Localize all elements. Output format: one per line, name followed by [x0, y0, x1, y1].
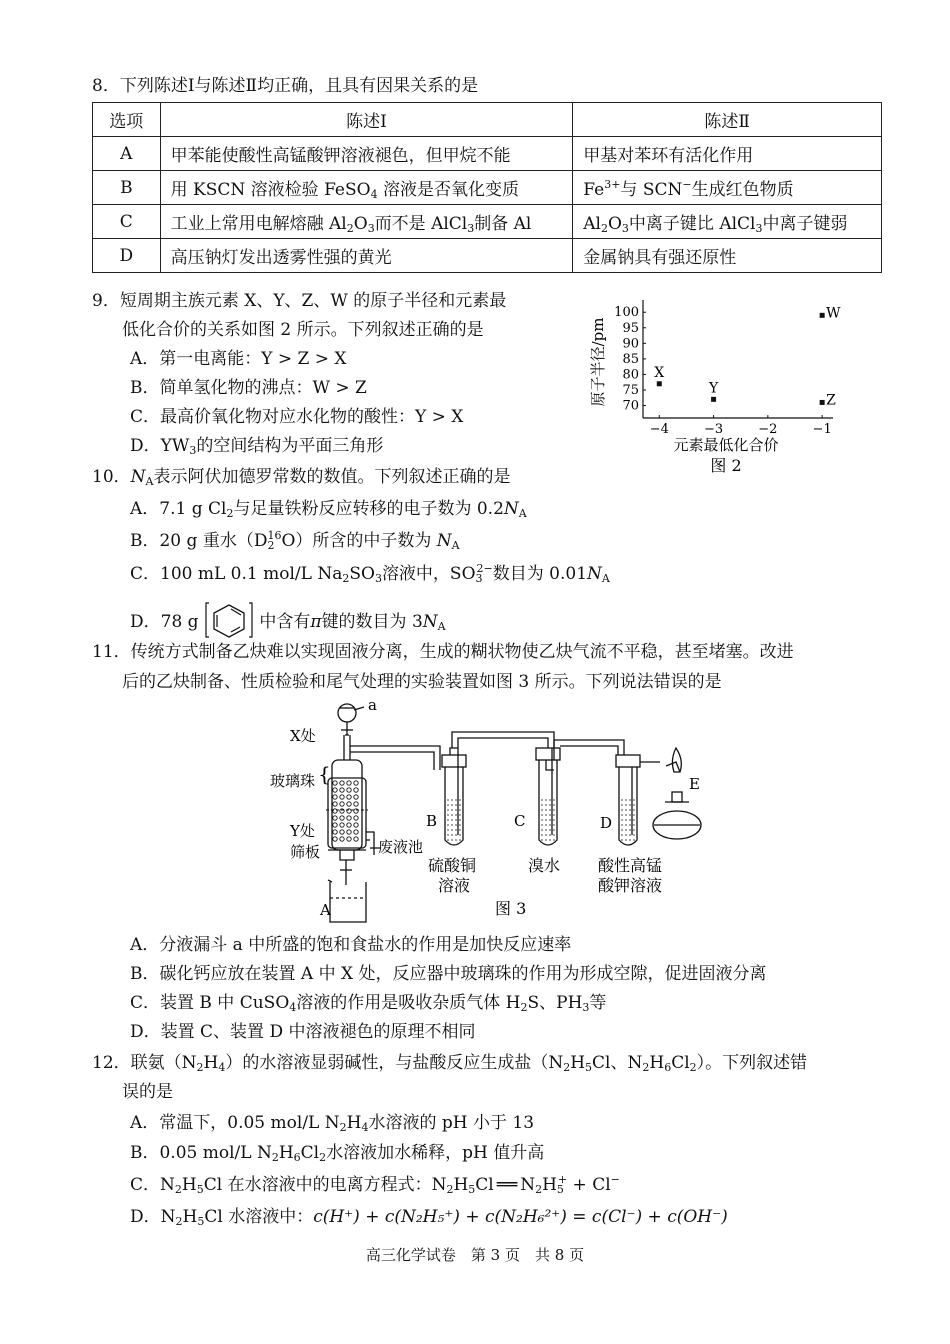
row-statement-2: 金属钠具有强还原性 [573, 239, 882, 273]
glass-bead [354, 788, 358, 792]
glass-bead [333, 781, 337, 785]
header-option: 选项 [93, 103, 161, 137]
glass-bead [354, 830, 358, 834]
q11-stem-line2: 后的乙炔制备、性质检验和尾气处理的实验装置如图 3 所示。下列说法错误的是 [122, 672, 722, 692]
label-waste-pool: 废液池 [378, 838, 424, 856]
glass-bead [347, 781, 351, 785]
y-tick-label: 75 [622, 383, 639, 398]
row-statement-2: $Fe^{3+}$与 SCN−生成红色物质 [573, 171, 882, 205]
glass-bead [340, 795, 344, 799]
glass-bead [333, 837, 337, 841]
point-w [820, 313, 825, 318]
glass-bead [333, 823, 337, 827]
table-row [93, 137, 882, 171]
glass-bead [340, 823, 344, 827]
chart-y-ticks [614, 305, 646, 413]
point-label-z: Z [826, 392, 836, 409]
q9-option-a: A．第一电离能：Y > Z > X [130, 349, 347, 369]
header-statement-2: 陈述Ⅱ [573, 103, 882, 137]
q12-stem-line1: 12．联氨$(N_2H_4)$的水溶液显弱碱性，与盐酸反应生成盐（$N_2H_5Cl$、$N_2H_6Cl_2$）。下列叙述错 [92, 1053, 808, 1074]
table-row [93, 205, 882, 239]
y-tick-label: 70 [622, 398, 639, 414]
y-tick-label: 85 [622, 351, 639, 367]
glass-bead [333, 795, 337, 799]
label-a: a [368, 700, 377, 714]
label-apparatus-a: A [320, 901, 331, 919]
x-tick-label: −1 [812, 422, 832, 437]
glass-bead [354, 802, 358, 806]
y-tick-label: 90 [622, 336, 639, 352]
glass-bead [347, 830, 351, 834]
label-kmno4-2: 酸钾溶液 [598, 876, 663, 895]
q12-option-a: A．常温下，0.05 mol/L $N_2H_4$水溶液的 pH 小于 13 [130, 1113, 535, 1134]
glass-bead [347, 823, 351, 827]
point-x [657, 381, 662, 386]
chart-caption: 图 2 [710, 456, 742, 475]
y-tick-label: 95 [622, 320, 639, 336]
chart-x-axis-label: 元素最低化合价 [673, 436, 779, 454]
x-tick-label: −2 [758, 422, 778, 437]
row-option: B [93, 171, 161, 205]
figure-3-caption: 图 3 [495, 899, 527, 918]
row-option: D [93, 239, 161, 273]
q10-option-b: B．20 g 重水$(D_2^{16}O)$所含的中子数为 $N_A$ [130, 529, 460, 552]
glass-bead [354, 809, 358, 813]
glass-bead [340, 837, 344, 841]
glass-bead [340, 781, 344, 785]
label-sieve-plate: 筛板 [290, 843, 321, 861]
point-label-y: Y [708, 380, 719, 397]
q11-option-d: D．装置 C、装置 D 中溶液褪色的原理不相同 [130, 1022, 476, 1042]
glass-bead [340, 809, 344, 813]
glass-bead [354, 816, 358, 820]
alcohol-lamp-icon [653, 748, 701, 839]
point-label-w: W [826, 305, 841, 322]
point-z [820, 400, 825, 405]
q9-stem-line1: 9．短周期主族元素 X、Y、Z、W 的原子半径和元素最 [92, 291, 507, 311]
glass-bead [354, 837, 358, 841]
q10-option-a: A．7.1 g $Cl_2$与足量铁粉反应转移的电子数为 $0.2N_A$ [130, 499, 527, 520]
q11-option-b: B．碳化钙应放在装置 A 中 X 处，反应器中玻璃珠的作用为形成空隙，促进固液分离 [130, 964, 767, 984]
q9-option-d: D．$YW_3$的空间结构为平面三角形 [130, 436, 384, 457]
glass-bead [347, 795, 351, 799]
label-copper-sulfate-1: 硫酸铜 [428, 856, 477, 875]
row-statement-1: 高压钠灯发出透雾性强的黄光 [160, 239, 573, 273]
glass-bead [340, 802, 344, 806]
point-label-x: X [654, 364, 665, 381]
label-copper-sulfate-2: 溶液 [438, 876, 471, 895]
chart-y-axis-label: 原子半径/pm [589, 317, 607, 407]
label-y-position: Y处 [290, 822, 315, 840]
glass-bead [354, 795, 358, 799]
q10-option-c: C．100 mL 0.1 mol/L $Na_2SO_3$溶液中，$SO_3^{2-}$数目为 $0.01N_A$ [130, 562, 610, 585]
label-tube-b: B [426, 812, 438, 830]
page-footer: 高三化学试卷 第 3 页 共 8 页 [365, 1246, 585, 1264]
q9-option-b: B．简单氢化物的沸点：W > Z [130, 378, 367, 398]
label-tube-d: D [600, 814, 613, 832]
q11-stem-line1: 11．传统方式制备乙炔难以实现固液分离，生成的糊状物使乙炔气流不平稳，甚至堵塞。改进 [92, 642, 794, 662]
row-option: A [93, 137, 161, 171]
q8-stem: 8．下列陈述Ⅰ与陈述Ⅱ均正确，且具有因果关系的是 [92, 76, 479, 96]
q10-option-d: D．78 g 中含有π键的数目为 $3N_A$ [130, 601, 446, 639]
label-tube-c: C [514, 812, 526, 830]
glass-bead [347, 788, 351, 792]
glass-bead [347, 809, 351, 813]
glass-bead [340, 816, 344, 820]
glass-bead [333, 802, 337, 806]
label-bromine-water: 溴水 [528, 856, 561, 875]
y-tick-label: 80 [622, 367, 639, 383]
glass-bead [354, 781, 358, 785]
row-statement-1: 甲苯能使酸性高锰酸钾溶液褪色，但甲烷不能 [160, 137, 573, 171]
row-option: C [93, 205, 161, 239]
glass-bead [340, 830, 344, 834]
benzene-ring-icon [204, 601, 254, 639]
separatory-funnel-icon [338, 704, 364, 735]
figure-2-chart [585, 296, 845, 481]
q12-stem-line2: 误的是 [122, 1082, 173, 1102]
point-y [711, 397, 716, 402]
row-statement-2: 甲基对苯环有活化作用 [573, 137, 882, 171]
q9-stem-line2: 低化合价的关系如图 2 所示。下列叙述正确的是 [122, 320, 484, 340]
q10-stem: 10．$N_A$表示阿伏加德罗常数的数值。下列叙述正确的是 [92, 467, 511, 488]
table-header-row [93, 103, 882, 137]
chart-points [654, 305, 841, 408]
table-row [93, 171, 882, 205]
brace-glyph: { [318, 762, 331, 786]
q12-option-d: D．$N_2H_5Cl$ 水溶液中：c(H⁺) + c(N₂H₅⁺) + c(N₂H₆²⁺) = c(Cl⁻) + c(OH⁻) [130, 1207, 728, 1228]
x-tick-label: −4 [649, 422, 669, 437]
glass-bead [354, 823, 358, 827]
glass-bead [333, 830, 337, 834]
q9-option-c: C．最高价氧化物对应水化物的酸性：Y > X [130, 407, 464, 427]
glass-bead [347, 837, 351, 841]
row-statement-1: 工业上常用电解熔融 $Al_2O_3$而不是 AlCl$_3$制备 Al [160, 205, 573, 239]
row-statement-1: 用 KSCN 溶液检验 FeSO$_4$ 溶液是否氧化变质 [160, 171, 573, 205]
figure-3-apparatus [270, 700, 740, 930]
q12-option-b: B．0.05 mol/L $N_2H_6Cl_2$水溶液加水稀释，pH 值升高 [130, 1143, 545, 1164]
q11-option-a: A．分液漏斗 a 中所盛的饱和食盐水的作用是加快反应速率 [130, 935, 572, 955]
chart-axes [643, 300, 833, 418]
glass-bead [333, 809, 337, 813]
glass-bead [333, 816, 337, 820]
label-glass-beads: 玻璃珠 [270, 772, 316, 790]
row-statement-2: $Al_2O_3$中离子键比 AlCl$_3$中离子键弱 [573, 205, 882, 239]
y-tick-label: 100 [614, 305, 639, 321]
label-lamp-e: E [689, 775, 700, 793]
glass-bead [347, 802, 351, 806]
q12-option-c: C．$N_2H_5Cl$ 在水溶液中的电离方程式：$N_2H_5Cl$ ══ $N_2H_5^+ + Cl^-$ [130, 1173, 620, 1196]
label-x-position: X处 [290, 727, 316, 745]
glass-beads [333, 781, 358, 841]
x-tick-label: −3 [703, 422, 724, 437]
glass-bead [347, 816, 351, 820]
header-statement-1: 陈述Ⅰ [160, 103, 573, 137]
q11-option-c: C．装置 B 中 CuSO$_4$溶液的作用是吸收杂质气体 $H_2S$、$PH_3$等 [130, 993, 607, 1014]
label-kmno4-1: 酸性高锰 [598, 856, 663, 875]
glass-bead [333, 788, 337, 792]
table-row [93, 239, 882, 273]
q8-table [92, 102, 882, 273]
glass-bead [340, 788, 344, 792]
